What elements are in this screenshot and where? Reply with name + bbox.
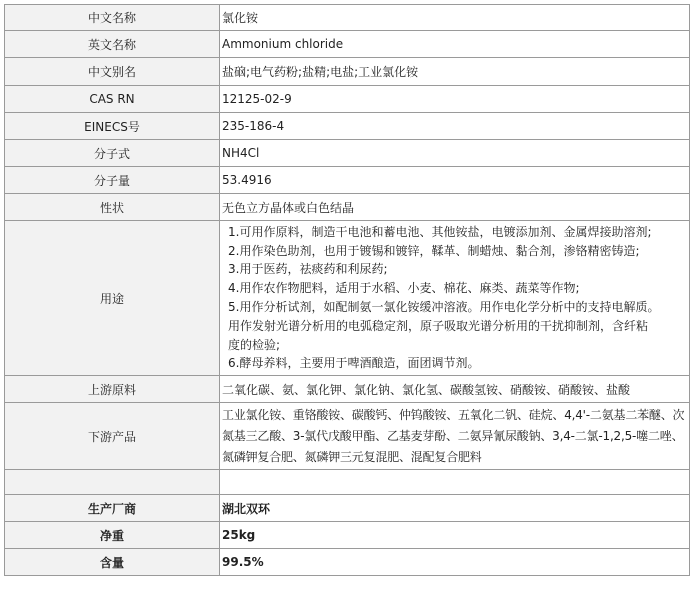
table-row-uses xyxy=(5,221,690,376)
row-value-content: 99.5% xyxy=(220,549,690,576)
use-line: 用作发射光谱分析用的电弧稳定剂，原子吸取光谱分析用的干扰抑制剂，含纤粘 xyxy=(228,318,649,333)
row-label-appearance: 性状 xyxy=(5,194,220,221)
row-label-alias: 中文别名 xyxy=(5,58,220,86)
table-row-net-weight xyxy=(5,522,690,549)
row-label-formula: 分子式 xyxy=(5,140,220,167)
product-spec-table xyxy=(4,4,690,576)
row-label-molecular-weight: 分子量 xyxy=(5,167,220,194)
table-row-upstream xyxy=(5,376,690,403)
table-row xyxy=(5,194,690,221)
table-row xyxy=(5,167,690,194)
table-row xyxy=(5,31,690,58)
row-value-manufacturer: 湖北双环 xyxy=(220,495,690,522)
row-value-empty xyxy=(220,470,690,495)
row-value-einecs: 235-186-4 xyxy=(220,113,690,140)
row-value-downstream: 工业氯化铵、重铬酸铵、碳酸钙、仲钨酸铵、五氧化二钒、硅烷、4,4'-二氨基二苯醚、次氮基三乙酸、3-氯代戊酸甲酯、乙基麦芽酚、二氨异氰尿酸钠、3,4-二氯-1,2,5-噻二唑、氮磷钾复合肥、氮磷钾三元复混肥、混配复合肥料 xyxy=(220,403,690,470)
row-value-appearance: 无色立方晶体或白色结晶 xyxy=(220,194,690,221)
table-row xyxy=(5,140,690,167)
table-row-content xyxy=(5,549,690,576)
row-label-downstream: 下游产品 xyxy=(5,403,220,470)
row-value-english-name: Ammonium chloride xyxy=(220,31,690,58)
row-label-einecs: EINECS号 xyxy=(5,113,220,140)
table-row-empty xyxy=(5,470,690,495)
table-row xyxy=(5,5,690,31)
row-label-uses: 用途 xyxy=(5,221,220,376)
row-label-net-weight: 净重 xyxy=(5,522,220,549)
row-value-upstream: 二氧化碳、氨、氯化钾、氯化钠、氯化氢、碳酸氢铵、硝酸铵、硝酸铵、盐酸 xyxy=(220,376,690,403)
row-value-alias: 盐硇;电气药粉;盐精;电盐;工业氯化铵 xyxy=(220,58,690,86)
row-value-uses xyxy=(220,221,690,376)
row-label-english-name: 英文名称 xyxy=(5,31,220,58)
row-value-formula: NH4Cl xyxy=(220,140,690,167)
table-row-downstream xyxy=(5,403,690,470)
table-row xyxy=(5,86,690,113)
use-line: 4.用作农作物肥料，适用于水稻、小麦、棉花、麻类、蔬菜等作物; xyxy=(228,281,580,296)
row-value-cas: 12125-02-9 xyxy=(220,86,690,113)
use-line: 5.用作分析试剂，如配制氨一氯化铵缓冲溶液。用作电化学分析中的支持电解质。 xyxy=(228,300,660,314)
row-label-cas: CAS RN xyxy=(5,86,220,113)
row-value-chinese-name: 氯化铵 xyxy=(220,5,690,31)
use-line: 1.可用作原料，制造干电池和蓄电池、其他铵盐，电镀添加剂、金属焊接助溶剂; xyxy=(228,224,652,239)
row-label-empty xyxy=(5,470,220,495)
use-line: 度的检验; xyxy=(228,337,281,352)
row-label-chinese-name: 中文名称 xyxy=(5,5,220,31)
use-line: 2.用作染色助剂，也用于镀锡和镀锌，鞣革、制蜡烛、黏合剂，渗铬精密铸造; xyxy=(228,243,640,258)
row-value-net-weight: 25kg xyxy=(220,522,690,549)
row-value-molecular-weight: 53.4916 xyxy=(220,167,690,194)
row-label-manufacturer: 生产厂商 xyxy=(5,495,220,522)
use-line: 3.用于医药，祛痰药和利尿药; xyxy=(228,262,388,277)
row-label-upstream: 上游原料 xyxy=(5,376,220,403)
table-row xyxy=(5,113,690,140)
row-label-content: 含量 xyxy=(5,549,220,576)
table-row-manufacturer xyxy=(5,495,690,522)
table-row xyxy=(5,58,690,86)
use-line: 6.酵母养料，主要用于啤酒酿造，面团调节剂。 xyxy=(228,356,480,371)
